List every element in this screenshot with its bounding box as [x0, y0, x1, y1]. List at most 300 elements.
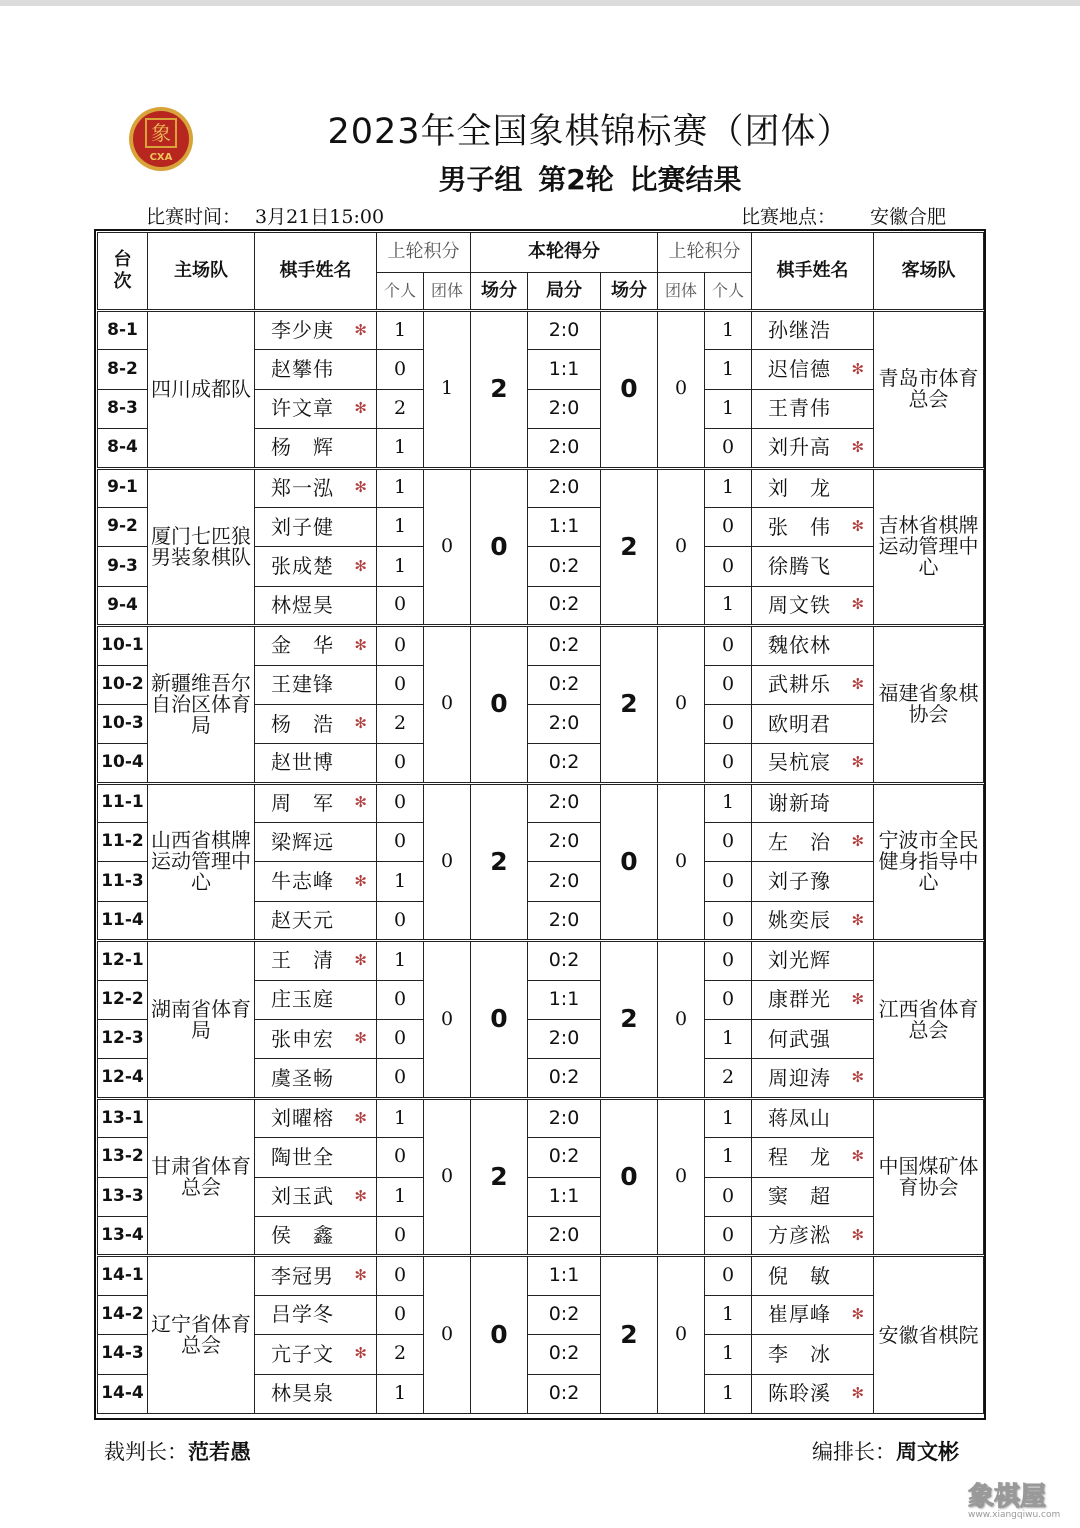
home-match-points: 2	[471, 1098, 528, 1256]
red-side-star-icon: ✻	[851, 437, 866, 456]
away-player-name: 刘子豫	[768, 869, 832, 894]
home-player-name: 张申宏	[271, 1026, 334, 1051]
away-player	[752, 1216, 874, 1255]
game-score: 1:1	[528, 1177, 601, 1216]
home-prev-individual: 1	[377, 547, 424, 586]
away-prev-team: 0	[658, 1256, 705, 1414]
away-player	[752, 704, 874, 743]
home-prev-individual: 0	[377, 1295, 424, 1334]
col-board-label: 台次	[113, 249, 132, 292]
board-number: 11-3	[98, 862, 148, 901]
away-player-name: 武耕乐	[768, 672, 832, 697]
away-player	[752, 507, 874, 546]
away-player	[752, 468, 874, 507]
away-prev-team: 0	[658, 941, 705, 1099]
red-side-star-icon: ✻	[354, 1266, 368, 1285]
game-score: 1:1	[528, 507, 601, 546]
board-number: 9-2	[98, 507, 148, 546]
away-player-name: 王青伟	[768, 396, 832, 421]
home-team-name: 厦门七匹狼男装象棋队	[148, 468, 255, 626]
away-player-name: 李 冰	[768, 1341, 832, 1366]
home-player	[255, 1020, 377, 1059]
board-number: 12-1	[98, 941, 148, 980]
home-player	[255, 980, 377, 1019]
board-number: 9-4	[98, 586, 148, 625]
home-prev-individual: 0	[377, 901, 424, 940]
home-player-name: 林煜昊	[271, 592, 334, 617]
away-prev-individual: 0	[705, 862, 752, 901]
home-prev-individual: 0	[377, 1256, 424, 1295]
board-number: 13-1	[98, 1098, 148, 1137]
home-player	[255, 507, 377, 546]
away-player-name: 孙继浩	[768, 318, 832, 343]
away-prev-individual: 1	[705, 586, 752, 625]
page-title: 2023年全国象棋锦标赛（团体）	[327, 112, 853, 152]
away-match-points: 0	[601, 1098, 658, 1256]
game-score: 2:0	[528, 389, 601, 428]
away-prev-team: 0	[658, 783, 705, 941]
away-prev-individual: 1	[705, 1295, 752, 1334]
away-prev-individual: 0	[705, 665, 752, 704]
col-home-prev-individual: 个人	[377, 273, 424, 311]
home-player-name: 陶世全	[271, 1144, 334, 1169]
red-side-star-icon: ✻	[354, 871, 368, 890]
away-prev-individual: 1	[705, 311, 752, 350]
board-number: 10-4	[98, 744, 148, 783]
red-side-star-icon: ✻	[354, 478, 368, 497]
home-prev-individual: 0	[377, 586, 424, 625]
game-score: 2:0	[528, 704, 601, 743]
away-player-name: 张 伟	[768, 514, 832, 539]
away-player-name: 康群光	[768, 987, 832, 1012]
red-side-star-icon: ✻	[851, 674, 866, 693]
away-prev-individual: 1	[705, 1374, 752, 1413]
col-away-prev-team: 团体	[658, 273, 705, 311]
away-player-name: 倪 敏	[768, 1263, 832, 1288]
away-prev-individual: 1	[705, 350, 752, 389]
home-prev-individual: 0	[377, 823, 424, 862]
away-player	[752, 1177, 874, 1216]
match-time-label: 比赛时间：	[146, 206, 242, 228]
away-player	[752, 862, 874, 901]
red-side-star-icon: ✻	[851, 753, 866, 772]
home-player-name: 王建锋	[271, 672, 334, 697]
red-side-star-icon: ✻	[851, 1305, 866, 1324]
away-player	[752, 941, 874, 980]
home-prev-individual: 0	[377, 744, 424, 783]
away-player	[752, 980, 874, 1019]
away-prev-individual: 0	[705, 980, 752, 1019]
board-number: 9-1	[98, 468, 148, 507]
svg-text:象: 象	[151, 121, 171, 145]
board-number: 11-1	[98, 783, 148, 822]
home-player-name: 刘子健	[271, 514, 334, 539]
watermark-url: www.xiangqiwu.com	[968, 1510, 1061, 1520]
game-score: 0:2	[528, 1335, 601, 1374]
away-player	[752, 1295, 874, 1334]
home-prev-team: 0	[424, 626, 471, 784]
away-player	[752, 1059, 874, 1098]
away-player-name: 何武强	[768, 1026, 832, 1051]
board-number: 11-2	[98, 823, 148, 862]
away-player-name: 徐腾飞	[768, 554, 832, 579]
red-side-star-icon: ✻	[851, 989, 866, 1008]
away-prev-team: 0	[658, 468, 705, 626]
home-player	[255, 744, 377, 783]
game-score: 0:2	[528, 941, 601, 980]
red-side-star-icon: ✻	[354, 1108, 368, 1127]
col-this-round: 本轮得分	[471, 233, 658, 273]
red-side-star-icon: ✻	[354, 635, 368, 654]
game-score: 1:1	[528, 1256, 601, 1295]
board-number: 14-1	[98, 1256, 148, 1295]
home-player	[255, 783, 377, 822]
col-away-player: 棋手姓名	[752, 233, 874, 311]
home-player-name: 杨 辉	[271, 435, 334, 460]
red-side-star-icon: ✻	[354, 793, 368, 812]
board-number: 14-4	[98, 1374, 148, 1413]
game-score: 2:0	[528, 1098, 601, 1137]
col-home-team: 主场队	[148, 233, 255, 311]
game-score: 2:0	[528, 429, 601, 468]
away-prev-individual: 0	[705, 941, 752, 980]
board-number: 13-3	[98, 1177, 148, 1216]
board-number: 10-2	[98, 665, 148, 704]
red-side-star-icon: ✻	[851, 832, 866, 851]
col-home-match-points: 场分	[471, 273, 528, 311]
home-player-name: 李冠男	[271, 1263, 334, 1288]
home-player-name: 赵世博	[271, 750, 334, 775]
home-player	[255, 626, 377, 665]
board-number: 8-1	[98, 311, 148, 350]
away-prev-team: 0	[658, 1098, 705, 1256]
away-player-name: 方彦淞	[768, 1223, 832, 1248]
home-prev-individual: 0	[377, 350, 424, 389]
page-subtitle: 男子组 第2轮 比赛结果	[438, 163, 742, 196]
home-prev-individual: 1	[377, 507, 424, 546]
home-player	[255, 389, 377, 428]
home-prev-individual: 0	[377, 1216, 424, 1255]
home-player-name: 刘曜榕	[271, 1106, 334, 1130]
away-prev-team: 0	[658, 311, 705, 469]
red-side-star-icon: ✻	[354, 399, 368, 418]
home-prev-individual: 1	[377, 429, 424, 468]
home-player	[255, 823, 377, 862]
away-player-name: 左 治	[768, 829, 832, 854]
away-team-name: 安徽省棋院	[874, 1256, 984, 1414]
table-row	[98, 311, 984, 350]
away-player-name: 欧明君	[768, 711, 832, 736]
home-player-name: 刘玉武	[271, 1184, 334, 1209]
board-number: 14-3	[98, 1335, 148, 1374]
board-number: 13-2	[98, 1138, 148, 1177]
away-prev-individual: 1	[705, 1098, 752, 1137]
away-player	[752, 665, 874, 704]
away-player	[752, 350, 874, 389]
board-number: 12-4	[98, 1059, 148, 1098]
home-prev-individual: 0	[377, 1138, 424, 1177]
game-score: 0:2	[528, 1295, 601, 1334]
home-player-name: 赵攀伟	[271, 357, 334, 382]
away-player	[752, 744, 874, 783]
home-player	[255, 1295, 377, 1334]
home-prev-individual: 0	[377, 1059, 424, 1098]
home-team-name: 四川成都队	[148, 311, 255, 469]
table-header	[98, 233, 984, 311]
away-player-name: 蒋凤山	[768, 1106, 832, 1130]
away-prev-individual: 1	[705, 1020, 752, 1059]
table-body	[98, 311, 984, 1414]
chief-referee	[104, 1436, 251, 1466]
away-player	[752, 783, 874, 822]
away-player-name: 姚奕辰	[768, 908, 832, 933]
match-place-value: 安徽合肥	[870, 206, 947, 228]
home-player	[255, 350, 377, 389]
home-player	[255, 704, 377, 743]
col-away-team: 客场队	[874, 233, 984, 311]
home-prev-team: 0	[424, 1256, 471, 1414]
away-player	[752, 1098, 874, 1137]
home-prev-team: 0	[424, 783, 471, 941]
col-game-points: 局分	[528, 273, 601, 311]
away-match-points: 2	[601, 626, 658, 784]
away-player-name: 吴杭宸	[768, 750, 832, 775]
away-team-name: 吉林省棋牌运动管理中心	[874, 468, 984, 626]
board-number: 10-3	[98, 704, 148, 743]
match-time	[146, 202, 384, 229]
home-player-name: 梁辉远	[271, 829, 334, 854]
game-score: 0:2	[528, 1059, 601, 1098]
col-board	[98, 233, 148, 311]
home-player	[255, 547, 377, 586]
away-player	[752, 823, 874, 862]
away-player	[752, 1256, 874, 1295]
red-side-star-icon: ✻	[354, 951, 368, 970]
board-number: 10-1	[98, 626, 148, 665]
away-prev-individual: 0	[705, 507, 752, 546]
home-prev-individual: 0	[377, 665, 424, 704]
away-player	[752, 429, 874, 468]
away-team-name: 宁波市全民健身指导中心	[874, 783, 984, 941]
game-score: 0:2	[528, 665, 601, 704]
table-row	[98, 626, 984, 665]
away-player-name: 周迎涛	[768, 1065, 832, 1090]
red-side-star-icon: ✻	[354, 320, 368, 339]
away-match-points: 0	[601, 311, 658, 469]
away-player	[752, 1374, 874, 1413]
away-prev-individual: 0	[705, 744, 752, 783]
table-row	[98, 783, 984, 822]
away-match-points: 2	[601, 941, 658, 1099]
home-prev-individual: 1	[377, 941, 424, 980]
away-prev-individual: 1	[705, 1335, 752, 1374]
home-match-points: 0	[471, 1256, 528, 1414]
home-prev-individual: 0	[377, 626, 424, 665]
game-score: 0:2	[528, 626, 601, 665]
away-player	[752, 626, 874, 665]
home-prev-team: 0	[424, 468, 471, 626]
home-player-name: 张成楚	[271, 554, 334, 579]
away-prev-individual: 0	[705, 1177, 752, 1216]
away-team-name: 福建省象棋协会	[874, 626, 984, 784]
away-prev-individual: 0	[705, 1256, 752, 1295]
game-score: 2:0	[528, 823, 601, 862]
home-player	[255, 1216, 377, 1255]
game-score: 2:0	[528, 901, 601, 940]
home-team-name: 山西省棋牌运动管理中心	[148, 783, 255, 941]
away-player	[752, 901, 874, 940]
home-player-name: 虞圣畅	[271, 1065, 334, 1090]
red-side-star-icon: ✻	[354, 1029, 368, 1048]
game-score: 2:0	[528, 783, 601, 822]
chief-referee-name: 范若愚	[188, 1440, 251, 1464]
away-player	[752, 547, 874, 586]
col-away-match-points: 场分	[601, 273, 658, 311]
home-player-name: 杨 浩	[271, 711, 334, 736]
away-player	[752, 389, 874, 428]
home-player	[255, 586, 377, 625]
home-player	[255, 1059, 377, 1098]
table-row	[98, 1098, 984, 1137]
game-score: 0:2	[528, 744, 601, 783]
red-side-star-icon: ✻	[354, 556, 368, 575]
home-prev-individual: 1	[377, 1177, 424, 1216]
home-player-name: 郑一泓	[271, 475, 334, 500]
away-prev-team: 0	[658, 626, 705, 784]
home-prev-individual: 2	[377, 704, 424, 743]
away-match-points: 0	[601, 783, 658, 941]
pairing-chief	[812, 1436, 959, 1466]
home-player	[255, 941, 377, 980]
red-side-star-icon: ✻	[851, 517, 866, 536]
away-prev-individual: 0	[705, 429, 752, 468]
home-prev-team: 0	[424, 941, 471, 1099]
away-player-name: 陈聆溪	[768, 1381, 832, 1406]
home-prev-individual: 1	[377, 1098, 424, 1137]
home-team-name: 甘肃省体育总会	[148, 1098, 255, 1256]
away-prev-individual: 0	[705, 1216, 752, 1255]
game-score: 0:2	[528, 547, 601, 586]
away-player-name: 程 龙	[768, 1144, 832, 1169]
home-player-name: 金 华	[271, 633, 334, 658]
home-prev-team: 1	[424, 311, 471, 469]
svg-text:CXA: CXA	[149, 152, 173, 163]
home-prev-individual: 1	[377, 862, 424, 901]
red-side-star-icon: ✻	[851, 1225, 866, 1244]
home-player-name: 亢子文	[271, 1341, 334, 1366]
away-player-name: 迟信德	[768, 357, 832, 382]
home-player	[255, 1256, 377, 1295]
red-side-star-icon: ✻	[851, 910, 866, 929]
red-side-star-icon: ✻	[851, 1383, 866, 1402]
away-player-name: 刘升高	[768, 435, 832, 460]
game-score: 2:0	[528, 311, 601, 350]
home-prev-individual: 0	[377, 980, 424, 1019]
red-side-star-icon: ✻	[354, 1186, 368, 1205]
away-player	[752, 1138, 874, 1177]
home-prev-individual: 2	[377, 1335, 424, 1374]
board-number: 9-3	[98, 547, 148, 586]
chief-referee-label: 裁判长：	[104, 1440, 188, 1464]
away-prev-individual: 0	[705, 704, 752, 743]
home-player	[255, 665, 377, 704]
col-home-player: 棋手姓名	[255, 233, 377, 311]
away-player	[752, 1335, 874, 1374]
away-player	[752, 311, 874, 350]
game-score: 0:2	[528, 1374, 601, 1413]
home-prev-individual: 1	[377, 468, 424, 507]
home-player	[255, 862, 377, 901]
red-side-star-icon: ✻	[354, 714, 368, 733]
home-match-points: 2	[471, 311, 528, 469]
game-score: 1:1	[528, 350, 601, 389]
home-match-points: 0	[471, 468, 528, 626]
home-player	[255, 1098, 377, 1137]
away-team-name: 青岛市体育总会	[874, 311, 984, 469]
home-player	[255, 1374, 377, 1413]
home-player-name: 庄玉庭	[271, 987, 334, 1012]
watermark: 象棋屋	[968, 1482, 1047, 1512]
game-score: 0:2	[528, 1138, 601, 1177]
home-player-name: 吕学冬	[271, 1302, 334, 1327]
game-score: 0:2	[528, 586, 601, 625]
col-away-prev: 上轮积分	[658, 233, 752, 273]
col-home-prev: 上轮积分	[377, 233, 471, 273]
board-number: 8-4	[98, 429, 148, 468]
home-player	[255, 1138, 377, 1177]
away-prev-individual: 1	[705, 1138, 752, 1177]
home-player-name: 侯 鑫	[271, 1223, 334, 1248]
away-player	[752, 1020, 874, 1059]
home-player	[255, 429, 377, 468]
away-prev-individual: 1	[705, 389, 752, 428]
game-score: 2:0	[528, 468, 601, 507]
red-side-star-icon: ✻	[851, 1068, 866, 1087]
away-prev-individual: 0	[705, 901, 752, 940]
game-score: 2:0	[528, 1216, 601, 1255]
table-row	[98, 468, 984, 507]
away-player-name: 刘 龙	[768, 475, 832, 500]
home-match-points: 0	[471, 626, 528, 784]
home-player-name: 李少庚	[271, 318, 334, 343]
away-player-name: 窦 超	[768, 1184, 832, 1209]
pairing-chief-label: 编排长：	[812, 1440, 896, 1464]
table-row	[98, 1256, 984, 1295]
away-player-name: 魏依林	[768, 633, 832, 658]
board-number: 12-3	[98, 1020, 148, 1059]
away-player-name: 谢新琦	[768, 790, 832, 815]
home-prev-individual: 1	[377, 311, 424, 350]
col-home-prev-team: 团体	[424, 273, 471, 311]
home-match-points: 2	[471, 783, 528, 941]
away-player-name: 崔厚峰	[768, 1302, 832, 1327]
red-side-star-icon: ✻	[851, 359, 866, 378]
away-prev-individual: 0	[705, 823, 752, 862]
board-number: 14-2	[98, 1295, 148, 1334]
results-table	[97, 232, 984, 1414]
pairing-chief-name: 周文彬	[896, 1440, 959, 1464]
away-prev-individual: 0	[705, 626, 752, 665]
away-player-name: 周文铁	[768, 592, 832, 617]
away-team-name: 江西省体育总会	[874, 941, 984, 1099]
home-player-name: 牛志峰	[271, 869, 334, 894]
home-player-name: 许文章	[271, 396, 334, 421]
col-away-prev-individual: 个人	[705, 273, 752, 311]
home-team-name: 湖南省体育局	[148, 941, 255, 1099]
away-player	[752, 586, 874, 625]
home-player-name: 赵天元	[271, 908, 334, 933]
home-player-name: 林昊泉	[271, 1381, 334, 1406]
